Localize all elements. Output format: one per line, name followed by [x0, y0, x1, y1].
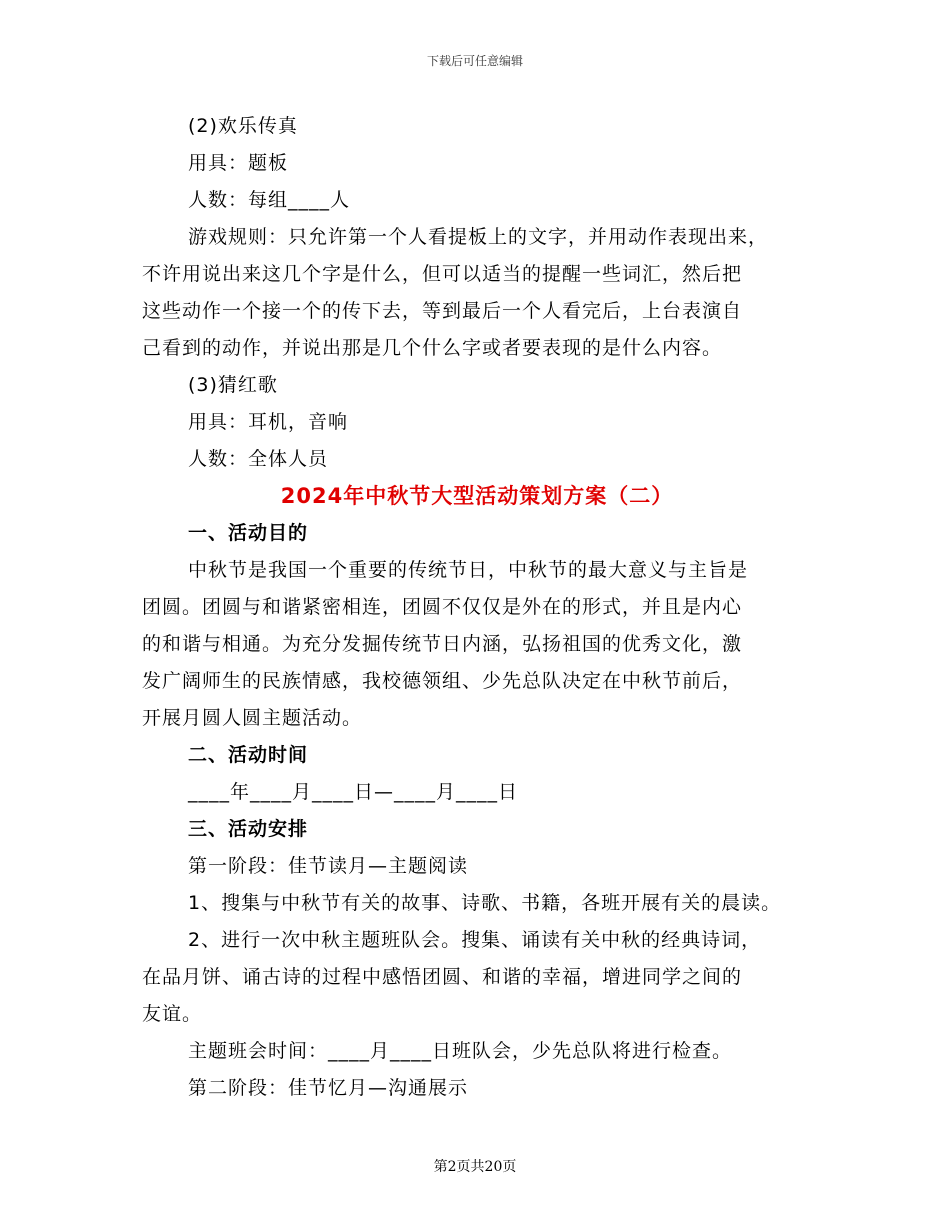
heading-activity-purpose: 一、活动目的: [188, 522, 309, 544]
page-number-footer: 第2页共20页: [433, 1159, 517, 1175]
paragraph-line: 人数：每组____人: [188, 189, 351, 211]
paragraph-line: 这些动作一个接一个的传下去，等到最后一个人看完后，上台表演自: [142, 300, 743, 322]
paragraph-line: 在品月饼、诵古诗的过程中感悟团圆、和谐的幸福，增进同学之间的: [142, 966, 743, 988]
paragraph-line: 的和谐与相通。为充分发掘传统节日内涵，弘扬祖国的优秀文化，激: [142, 633, 743, 655]
paragraph-line: 用具：耳机，音响: [188, 411, 349, 433]
paragraph-line: 游戏规则：只允许第一个人看提板上的文字，并用动作表现出来，: [188, 226, 769, 248]
paragraph-line: 己看到的动作，并说出那是几个什么字或者要表现的是什么内容。: [142, 337, 723, 359]
paragraph-line: 不许用说出来这几个字是什么，但可以适当的提醒一些词汇，然后把: [142, 263, 743, 285]
paragraph-line: 用具：题板: [188, 152, 289, 174]
paragraph-line: 团圆。团圆与和谐紧密相连，团圆不仅仅是外在的形式，并且是内心: [142, 596, 743, 618]
heading-activity-arrangement: 三、活动安排: [188, 818, 309, 840]
paragraph-line: 2、进行一次中秋主题班队会。搜集、诵读有关中秋的经典诗词，: [188, 929, 762, 951]
page-header: 下载后可任意编辑: [426, 54, 523, 68]
section-title: 2024年中秋节大型活动策划方案（二）: [280, 484, 674, 508]
date-blank-line: ____年____月____日—____月____日: [188, 781, 519, 803]
paragraph-line: 开展月圆人圆主题活动。: [142, 707, 363, 729]
paragraph-line: 主题班会时间：____月____日班队会，少先总队将进行检查。: [188, 1040, 733, 1062]
paragraph-line: 中秋节是我国一个重要的传统节日，中秋节的最大意义与主旨是: [188, 559, 749, 581]
paragraph-line: 友谊。: [142, 1003, 203, 1025]
game-title-2: (2)欢乐传真: [188, 115, 298, 137]
paragraph-line: 1、搜集与中秋节有关的故事、诗歌、书籍，各班开展有关的晨读。: [188, 892, 782, 914]
game-title-3: (3)猜红歌: [188, 374, 278, 396]
paragraph-line: 发广阔师生的民族情感，我校德领组、少先总队决定在中秋节前后，: [142, 670, 743, 692]
heading-activity-time: 二、活动时间: [188, 744, 309, 766]
paragraph-line: 人数：全体人员: [188, 448, 329, 470]
document-body: [142, 108, 812, 1107]
paragraph-line: 第一阶段：佳节读月—主题阅读: [188, 855, 469, 877]
paragraph-line: 第二阶段：佳节忆月—沟通展示: [188, 1077, 469, 1099]
